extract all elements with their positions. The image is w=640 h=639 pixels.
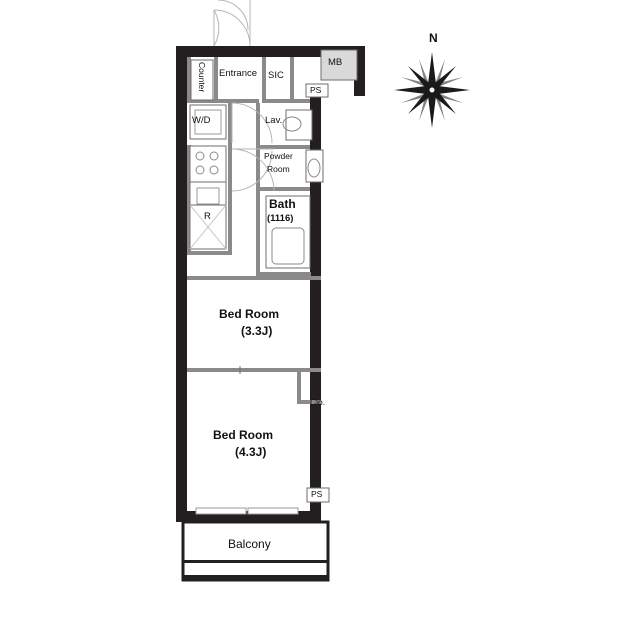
label-refrigerator: R xyxy=(204,211,211,222)
label-bath: Bath xyxy=(269,197,296,211)
label-wd: W/D xyxy=(192,115,211,126)
compass-rose xyxy=(394,52,470,128)
label-north: N xyxy=(429,31,438,45)
label-closet: Clo. xyxy=(310,397,326,407)
label-mb: MB xyxy=(328,57,343,68)
label-powder-room-line1: Powder xyxy=(264,151,293,161)
label-lav: Lav. xyxy=(265,115,283,126)
label-ps-top: PS xyxy=(310,85,322,95)
label-powder-room-line2: Room xyxy=(267,164,290,174)
label-bedroom-1: Bed Room xyxy=(219,307,279,321)
label-bedroom-1-size: (3.3J) xyxy=(241,324,273,338)
label-balcony: Balcony xyxy=(228,537,271,551)
label-bedroom-2-size: (4.3J) xyxy=(235,445,267,459)
label-counter: Counter xyxy=(197,62,207,93)
label-bath-size: (1116) xyxy=(267,213,294,224)
label-ps-bottom: PS xyxy=(311,489,323,499)
label-sic: SIC xyxy=(268,70,284,81)
label-entrance: Entrance xyxy=(219,68,258,79)
label-bedroom-2: Bed Room xyxy=(213,428,273,442)
